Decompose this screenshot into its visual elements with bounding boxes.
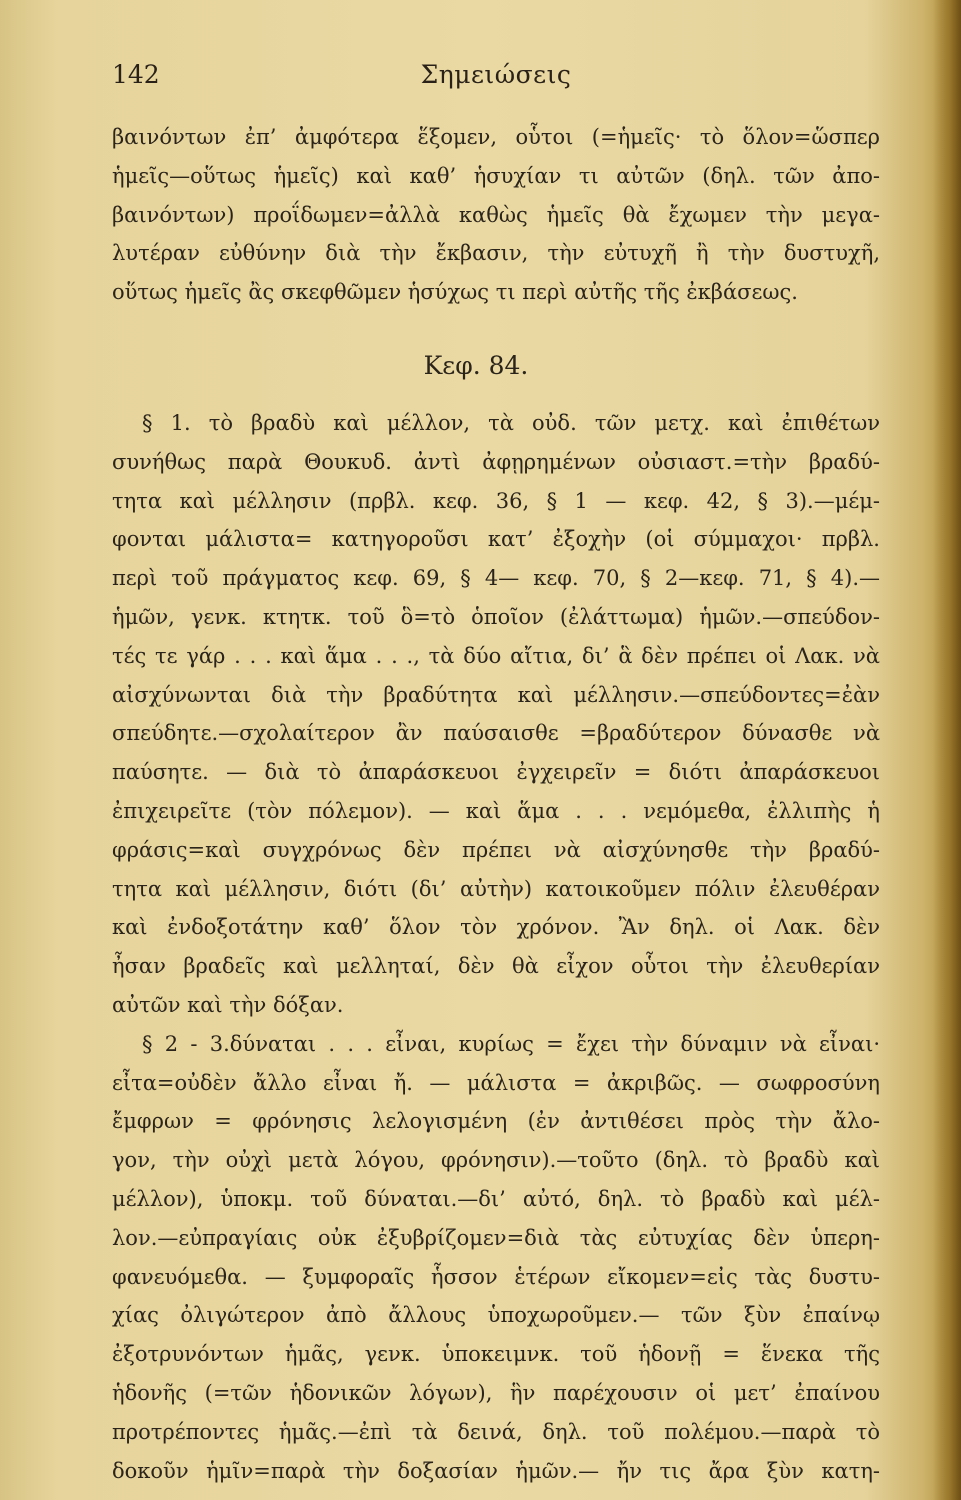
text-line: § 1. τὸ βραδὺ καὶ μέλλον, τὰ οὐδ. τῶν μετχ. καὶ ἐπιθέτων xyxy=(142,410,880,435)
text-line: μέλλον), ὑποκμ. τοῦ δύναται.—δι’ αὐτό, δηλ. τὸ βραδὺ καὶ μέλ- xyxy=(112,1186,880,1211)
running-title: Σημειώσεις xyxy=(420,60,572,89)
text-line: ἦσαν βραδεῖς καὶ μελληταί, δὲν θὰ εἶχον οὗτοι τὴν ἐλευθερίαν xyxy=(112,954,880,979)
text-line: λον.—εὐπραγίαις οὐκ ἐξυβρίζομεν=διὰ τὰς εὐτυχίας δὲν ὑπερη- xyxy=(112,1225,880,1250)
text-line: φονται μάλιστα= κατηγοροῦσι κατ’ ἐξοχὴν (οἱ σύμμαχοι· πρβλ. xyxy=(112,527,880,552)
text-line: δοκοῦν ἡμῖν=παρὰ τὴν δοξασίαν ἡμῶν.— ἤν τις ἄρα ξὺν κατη- xyxy=(112,1458,880,1483)
text-line: τητα καὶ μέλλησιν (πρβλ. κεφ. 36, § 1 — κεφ. 42, § 3).—μέμ- xyxy=(112,488,880,513)
text-line: ἡδονῆς (=τῶν ἡδονικῶν λόγων), ἣν παρέχουσιν οἱ μετ’ ἐπαίνου xyxy=(112,1380,880,1405)
text-line: προτρέποντες ἡμᾶς.—ἐπὶ τὰ δεινά, δηλ. τοῦ πολέμου.—παρὰ τὸ xyxy=(112,1419,880,1444)
page-header xyxy=(112,60,880,96)
text-line: ἡμῶν, γενκ. κτητκ. τοῦ ὃ=τὸ ὁποῖον (ἐλάττωμα) ἡμῶν.—σπεύδον- xyxy=(112,604,880,629)
text-line: ἐπιχειρεῖτε (τὸν πόλεμον). — καὶ ἅμα . . . νεμόμεθα, ἐλλιπὴς ἡ xyxy=(112,798,880,823)
text-line: § 2 - 3.δύναται . . . εἶναι, κυρίως = ἔχει τὴν δύναμιν νὰ εἶναι· xyxy=(142,1031,880,1056)
text-line: περὶ τοῦ πράγματος κεφ. 69, § 4— κεφ. 70, § 2—κεφ. 71, § 4).— xyxy=(112,566,880,591)
text-line: γον, τὴν οὐχὶ μετὰ λόγου, φρόνησιν).—τοῦτο (δηλ. τὸ βραδὺ καὶ xyxy=(112,1148,880,1173)
page-text xyxy=(112,118,880,1490)
chapter-heading: Κεφ. 84. xyxy=(423,350,529,380)
text-line: αἰσχύνωνται διὰ τὴν βραδύτητα καὶ μέλλησιν.—σπεύδοντες=ἐὰν xyxy=(112,682,880,707)
text-line: οὕτως ἡμεῖς ἂς σκεφθῶμεν ἡσύχως τι περὶ αὐτῆς τῆς ἐκβάσεως. xyxy=(112,280,798,305)
text-line: σπεύδητε.—σχολαίτερον ἂν παύσαισθε =βραδύτερον δύνασθε νὰ xyxy=(112,721,880,746)
text-line: βαινόντων ἐπ’ ἀμφότερα ἕξομεν, οὗτοι (=ἡμεῖς· τὸ ὅλον=ὥσπερ xyxy=(112,125,880,149)
text-line: εἶτα=οὐδὲν ἄλλο εἶναι ἤ. — μάλιστα = ἀκριβῶς. — σωφροσύνη xyxy=(112,1070,880,1095)
text-line: χίας ὀλιγώτερον ἀπὸ ἄλλους ὑποχωροῦμεν.— τῶν ξὺν ἐπαίνῳ xyxy=(112,1303,880,1328)
section-gap xyxy=(112,396,880,404)
text-line: τές τε γάρ . . . καὶ ἅμα . . ., τὰ δύο αἴτια, δι’ ἃ δὲν πρέπει οἱ Λακ. νὰ xyxy=(112,643,880,668)
text-line: ἐξοτρυνόντων ἡμᾶς, γενκ. ὑποκειμνκ. τοῦ ἡδονῇ = ἕνεκα τῆς xyxy=(112,1342,880,1367)
text-line: φράσις=καὶ συγχρόνως δὲν πρέπει νὰ αἰσχύνησθε τὴν βραδύ- xyxy=(112,837,880,862)
text-line: φανευόμεθα. — ξυμφοραῖς ἧσσον ἑτέρων εἴκομεν=εἰς τὰς δυστυ- xyxy=(112,1264,880,1289)
text-line: λυτέραν εὐθύνην διὰ τὴν ἔκβασιν, τὴν εὐτυχῆ ἢ τὴν δυστυχῆ, xyxy=(112,241,880,266)
text-line: συνήθως παρὰ Θουκυδ. ἀντὶ ἀφῃρημένων οὐσιαστ.=τὴν βραδύ- xyxy=(112,449,880,474)
section-gap xyxy=(112,312,880,336)
text-line: αὐτῶν καὶ τὴν δόξαν. xyxy=(112,992,344,1017)
text-line: καὶ ἐνδοξοτάτην καθ’ ὅλον τὸν χρόνον. Ἂν δηλ. οἱ Λακ. δὲν xyxy=(112,915,880,940)
text-line: ἡμεῖς—οὕτως ἡμεῖς) καὶ καθ’ ἡσυχίαν τι αὐτῶν (δηλ. τῶν ἀπο- xyxy=(112,163,880,188)
text-line: τητα καὶ μέλλησιν, διότι (δι’ αὐτὴν) κατοικοῦμεν πόλιν ἐλευθέραν xyxy=(112,876,880,901)
text-line: παύσητε. — διὰ τὸ ἀπαράσκευοι ἐγχειρεῖν = διότι ἀπαράσκευοι xyxy=(112,760,880,785)
page-edge-shadow xyxy=(933,0,961,1500)
page-number: 142 xyxy=(112,60,160,89)
text-line: βαινόντων) προΐδωμεν=ἀλλὰ καθὼς ἡμεῖς θὰ ἔχωμεν τὴν μεγα- xyxy=(112,202,880,227)
text-line: ἔμφρων = φρόνησις λελογισμένη (ἐν ἀντιθέσει πρὸς τὴν ἄλο- xyxy=(112,1109,880,1134)
